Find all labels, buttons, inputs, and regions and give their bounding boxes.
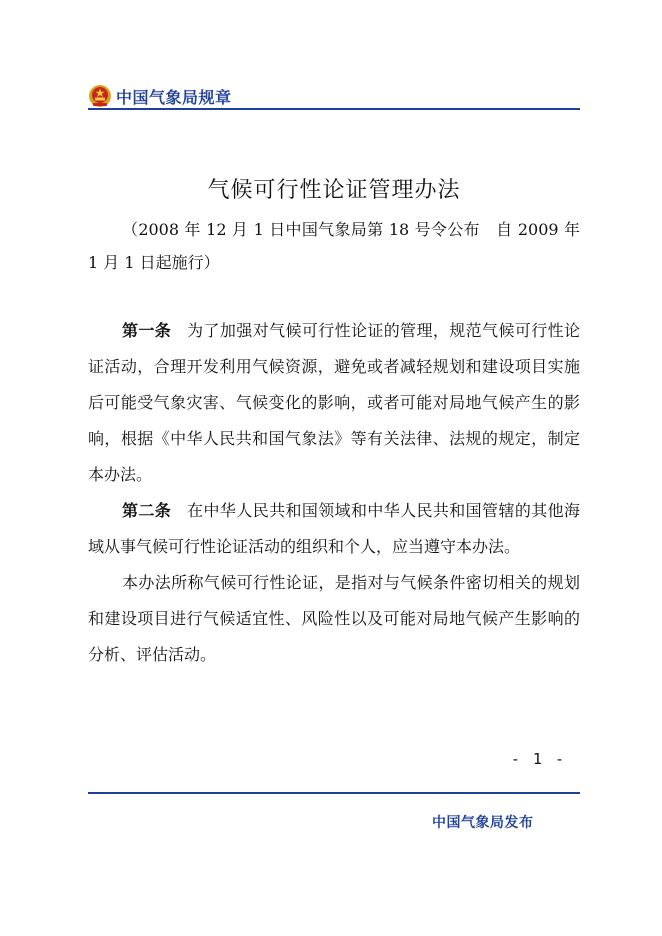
page-number: - 1 - bbox=[510, 750, 566, 768]
article-paragraph bbox=[88, 493, 580, 565]
page-header bbox=[88, 82, 580, 112]
article-text: 本办法所称气候可行性论证，是指对与气候条件密切相关的规划和建设项目进行气候适宜性、风险性以及可能对局地气候产生影响的分析、评估活动。 bbox=[88, 573, 580, 664]
article-text: 在中华人民共和国领域和中华人民共和国管辖的其他海域从事气候可行性论证活动的组织和个人，应当遵守本办法。 bbox=[88, 501, 580, 556]
document-subtitle: （2008 年 12 月 1 日中国气象局第 18 号令公布 自 2009 年 1 月 1 日起施行） bbox=[88, 220, 580, 272]
national-emblem-icon bbox=[88, 84, 112, 108]
document-title: 气候可行性论证管理办法 bbox=[207, 178, 461, 203]
document-body bbox=[88, 313, 580, 673]
article-label: 第二条 bbox=[122, 501, 172, 520]
article-label: 第一条 bbox=[122, 321, 172, 340]
article-paragraph bbox=[88, 313, 580, 493]
article-text: 为了加强对气候可行性论证的管理，规范气候可行性论证活动，合理开发利用气候资源，避免或者减轻规划和建设项目实施后可能受气象灾害、气候变化的影响，或者可能对局地气候产生的影响，根据《中华人民共和国气象法》等有关法律、法规的规定，制定本办法。 bbox=[88, 321, 580, 484]
footer-divider bbox=[88, 792, 580, 794]
header-divider bbox=[88, 108, 580, 110]
article-paragraph bbox=[88, 565, 580, 673]
footer-publisher: 中国气象局发布 bbox=[432, 815, 534, 831]
header-title: 中国气象局规章 bbox=[116, 88, 232, 107]
